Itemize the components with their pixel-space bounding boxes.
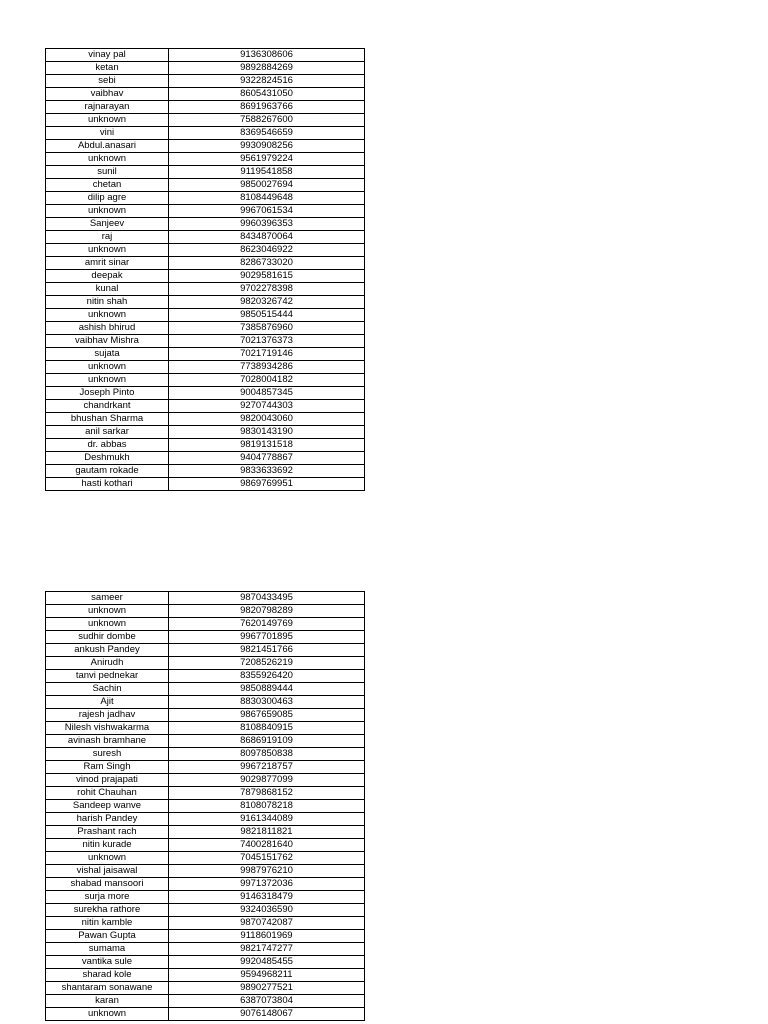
table-row — [46, 439, 365, 452]
contact-name-cell: unknown — [46, 114, 169, 127]
contact-phone-cell: 8691963766 — [169, 101, 365, 114]
contact-name-cell: rohit Chauhan — [46, 787, 169, 800]
contact-name-cell: Ajit — [46, 696, 169, 709]
contact-name-cell: gautam rokade — [46, 465, 169, 478]
contact-phone-cell: 9967061534 — [169, 205, 365, 218]
contact-table-body — [46, 592, 365, 1021]
contact-phone-cell: 9270744303 — [169, 400, 365, 413]
contact-phone-cell: 9702278398 — [169, 283, 365, 296]
table-row — [46, 88, 365, 101]
table-row — [46, 335, 365, 348]
contact-name-cell: sameer — [46, 592, 169, 605]
contact-phone-cell: 9819131518 — [169, 439, 365, 452]
contact-name-cell: Joseph Pinto — [46, 387, 169, 400]
contact-phone-cell: 9029581615 — [169, 270, 365, 283]
table-row — [46, 709, 365, 722]
contact-name-cell: Prashant rach — [46, 826, 169, 839]
contact-phone-cell: 9850027694 — [169, 179, 365, 192]
contact-phone-cell: 9118601969 — [169, 930, 365, 943]
contact-name-cell: sudhir dombe — [46, 631, 169, 644]
contact-name-cell: Pawan Gupta — [46, 930, 169, 943]
contact-name-cell: nitin shah — [46, 296, 169, 309]
contact-name-cell: Sandeep wanve — [46, 800, 169, 813]
contact-phone-cell: 6387073804 — [169, 995, 365, 1008]
contact-table-1 — [45, 48, 365, 491]
contact-phone-cell: 8108449648 — [169, 192, 365, 205]
contact-phone-cell: 9850515444 — [169, 309, 365, 322]
contact-name-cell: sunil — [46, 166, 169, 179]
contact-phone-cell: 9322824516 — [169, 75, 365, 88]
table-row — [46, 761, 365, 774]
table-row — [46, 813, 365, 826]
table-row — [46, 683, 365, 696]
contact-name-cell: ashish bhirud — [46, 322, 169, 335]
contact-name-cell: amrit sinar — [46, 257, 169, 270]
contact-name-cell: unknown — [46, 244, 169, 257]
contact-phone-cell: 9404778867 — [169, 452, 365, 465]
table-row — [46, 244, 365, 257]
table-row — [46, 400, 365, 413]
table-row — [46, 140, 365, 153]
contact-phone-cell: 7385876960 — [169, 322, 365, 335]
table-row — [46, 787, 365, 800]
contact-phone-cell: 9870742087 — [169, 917, 365, 930]
contact-name-cell: suresh — [46, 748, 169, 761]
contact-table-body — [46, 49, 365, 491]
table-row — [46, 605, 365, 618]
contact-phone-cell: 8355926420 — [169, 670, 365, 683]
contact-phone-cell: 9820798289 — [169, 605, 365, 618]
table-row — [46, 127, 365, 140]
contact-phone-cell: 7208526219 — [169, 657, 365, 670]
table-row — [46, 904, 365, 917]
contact-name-cell: karan — [46, 995, 169, 1008]
contact-name-cell: sumama — [46, 943, 169, 956]
contact-name-cell: shabad mansoori — [46, 878, 169, 891]
contact-name-cell: unknown — [46, 605, 169, 618]
contact-name-cell: vaibhav — [46, 88, 169, 101]
table-row — [46, 75, 365, 88]
contact-name-cell: unknown — [46, 153, 169, 166]
table-row — [46, 852, 365, 865]
contact-name-cell: surekha rathore — [46, 904, 169, 917]
table-row — [46, 969, 365, 982]
contact-phone-cell: 9920485455 — [169, 956, 365, 969]
contact-name-cell: Deshmukh — [46, 452, 169, 465]
table-row — [46, 735, 365, 748]
contact-phone-cell: 9004857345 — [169, 387, 365, 400]
contact-phone-cell: 9820326742 — [169, 296, 365, 309]
contact-name-cell: unknown — [46, 374, 169, 387]
contact-name-cell: unknown — [46, 852, 169, 865]
contact-phone-cell: 7588267600 — [169, 114, 365, 127]
table-row — [46, 631, 365, 644]
table-row — [46, 878, 365, 891]
contact-phone-cell: 9324036590 — [169, 904, 365, 917]
contact-phone-cell: 9890277521 — [169, 982, 365, 995]
table-row — [46, 361, 365, 374]
table-row — [46, 839, 365, 852]
contact-name-cell: Sachin — [46, 683, 169, 696]
contact-name-cell: vinod prajapati — [46, 774, 169, 787]
table-row — [46, 348, 365, 361]
contact-phone-cell: 8605431050 — [169, 88, 365, 101]
contact-name-cell: dilip agre — [46, 192, 169, 205]
contact-phone-cell: 8686919109 — [169, 735, 365, 748]
contact-phone-cell: 9967701895 — [169, 631, 365, 644]
contact-phone-cell: 9136308606 — [169, 49, 365, 62]
contact-name-cell: sebi — [46, 75, 169, 88]
table-row — [46, 192, 365, 205]
contact-phone-cell: 7620149769 — [169, 618, 365, 631]
table-row — [46, 257, 365, 270]
contact-name-cell: vinay pal — [46, 49, 169, 62]
table-row — [46, 465, 365, 478]
contact-phone-cell: 9960396353 — [169, 218, 365, 231]
contact-phone-cell: 9076148067 — [169, 1008, 365, 1021]
contact-phone-cell: 9892884269 — [169, 62, 365, 75]
table-row — [46, 657, 365, 670]
contact-name-cell: vishal jaisawal — [46, 865, 169, 878]
contact-phone-cell: 9850889444 — [169, 683, 365, 696]
contact-name-cell: tanvi pednekar — [46, 670, 169, 683]
table-row — [46, 426, 365, 439]
contact-name-cell: vaibhav Mishra — [46, 335, 169, 348]
contact-phone-cell: 8830300463 — [169, 696, 365, 709]
table-row — [46, 179, 365, 192]
contact-name-cell: vini — [46, 127, 169, 140]
contact-phone-cell: 9867659085 — [169, 709, 365, 722]
contact-phone-cell: 9561979224 — [169, 153, 365, 166]
contact-phone-cell: 9161344089 — [169, 813, 365, 826]
contact-name-cell: unknown — [46, 618, 169, 631]
table-row — [46, 930, 365, 943]
table-row — [46, 891, 365, 904]
table-row — [46, 153, 365, 166]
table-row — [46, 322, 365, 335]
table-row — [46, 722, 365, 735]
contact-phone-cell: 8097850838 — [169, 748, 365, 761]
table-row — [46, 374, 365, 387]
contact-phone-cell: 8286733020 — [169, 257, 365, 270]
table-row — [46, 205, 365, 218]
table-row — [46, 387, 365, 400]
contact-phone-cell: 9971372036 — [169, 878, 365, 891]
contact-phone-cell: 9821811821 — [169, 826, 365, 839]
contact-name-cell: avinash bramhane — [46, 735, 169, 748]
table-row — [46, 696, 365, 709]
contact-phone-cell: 8108078218 — [169, 800, 365, 813]
contact-name-cell: rajnarayan — [46, 101, 169, 114]
contact-name-cell: vantika sule — [46, 956, 169, 969]
table-row — [46, 1008, 365, 1021]
contact-phone-cell: 7400281640 — [169, 839, 365, 852]
contact-phone-cell: 9987976210 — [169, 865, 365, 878]
contact-name-cell: Abdul.anasari — [46, 140, 169, 153]
contact-name-cell: rajesh jadhav — [46, 709, 169, 722]
table-row — [46, 826, 365, 839]
table-row — [46, 943, 365, 956]
contact-phone-cell: 9967218757 — [169, 761, 365, 774]
contact-phone-cell: 8108840915 — [169, 722, 365, 735]
table-row — [46, 670, 365, 683]
contact-phone-cell: 9821747277 — [169, 943, 365, 956]
contact-name-cell: ankush Pandey — [46, 644, 169, 657]
contact-name-cell: kunal — [46, 283, 169, 296]
table-row — [46, 995, 365, 1008]
contact-name-cell: unknown — [46, 361, 169, 374]
table-row — [46, 592, 365, 605]
contact-name-cell: raj — [46, 231, 169, 244]
contact-phone-cell: 8369546659 — [169, 127, 365, 140]
contact-name-cell: sharad kole — [46, 969, 169, 982]
table-row — [46, 270, 365, 283]
table-row — [46, 917, 365, 930]
table-row — [46, 478, 365, 491]
contact-name-cell: chandrkant — [46, 400, 169, 413]
contact-phone-cell: 9119541858 — [169, 166, 365, 179]
contact-phone-cell: 9870433495 — [169, 592, 365, 605]
contact-phone-cell: 9833633692 — [169, 465, 365, 478]
contact-name-cell: surja more — [46, 891, 169, 904]
contact-name-cell: sujata — [46, 348, 169, 361]
contact-phone-cell: 9146318479 — [169, 891, 365, 904]
table-row — [46, 982, 365, 995]
table-row — [46, 283, 365, 296]
contact-name-cell: bhushan Sharma — [46, 413, 169, 426]
contact-phone-cell: 9029877099 — [169, 774, 365, 787]
contact-phone-cell: 9930908256 — [169, 140, 365, 153]
contact-name-cell: Anirudh — [46, 657, 169, 670]
table-row — [46, 309, 365, 322]
table-row — [46, 618, 365, 631]
contact-name-cell: harish Pandey — [46, 813, 169, 826]
contact-phone-cell: 7879868152 — [169, 787, 365, 800]
contact-name-cell: shantaram sonawane — [46, 982, 169, 995]
table-row — [46, 865, 365, 878]
contact-name-cell: nitin kurade — [46, 839, 169, 852]
contact-name-cell: unknown — [46, 205, 169, 218]
table-row — [46, 231, 365, 244]
contact-name-cell: Ram Singh — [46, 761, 169, 774]
contact-name-cell: hasti kothari — [46, 478, 169, 491]
contact-phone-cell: 9821451766 — [169, 644, 365, 657]
contact-name-cell: Nilesh vishwakarma — [46, 722, 169, 735]
contact-phone-cell: 9830143190 — [169, 426, 365, 439]
table-row — [46, 62, 365, 75]
contact-name-cell: unknown — [46, 1008, 169, 1021]
contact-phone-cell: 7738934286 — [169, 361, 365, 374]
table-row — [46, 644, 365, 657]
table-row — [46, 166, 365, 179]
table-row — [46, 748, 365, 761]
table-row — [46, 114, 365, 127]
contact-name-cell: anil sarkar — [46, 426, 169, 439]
contact-phone-cell: 7045151762 — [169, 852, 365, 865]
contact-phone-cell: 7021376373 — [169, 335, 365, 348]
contact-table-2 — [45, 591, 365, 1021]
contact-name-cell: ketan — [46, 62, 169, 75]
contact-phone-cell: 9869769951 — [169, 478, 365, 491]
contact-phone-cell: 9820043060 — [169, 413, 365, 426]
contact-name-cell: dr. abbas — [46, 439, 169, 452]
contact-phone-cell: 7028004182 — [169, 374, 365, 387]
contact-name-cell: nitin kamble — [46, 917, 169, 930]
table-row — [46, 774, 365, 787]
contact-name-cell: unknown — [46, 309, 169, 322]
table-row — [46, 101, 365, 114]
table-row — [46, 452, 365, 465]
contact-name-cell: deepak — [46, 270, 169, 283]
table-row — [46, 800, 365, 813]
contact-phone-cell: 7021719146 — [169, 348, 365, 361]
table-row — [46, 956, 365, 969]
table-row — [46, 296, 365, 309]
contact-phone-cell: 8623046922 — [169, 244, 365, 257]
contact-phone-cell: 8434870064 — [169, 231, 365, 244]
table-row — [46, 413, 365, 426]
contact-phone-cell: 9594968211 — [169, 969, 365, 982]
contact-name-cell: chetan — [46, 179, 169, 192]
table-row — [46, 218, 365, 231]
contact-name-cell: Sanjeev — [46, 218, 169, 231]
table-row — [46, 49, 365, 62]
